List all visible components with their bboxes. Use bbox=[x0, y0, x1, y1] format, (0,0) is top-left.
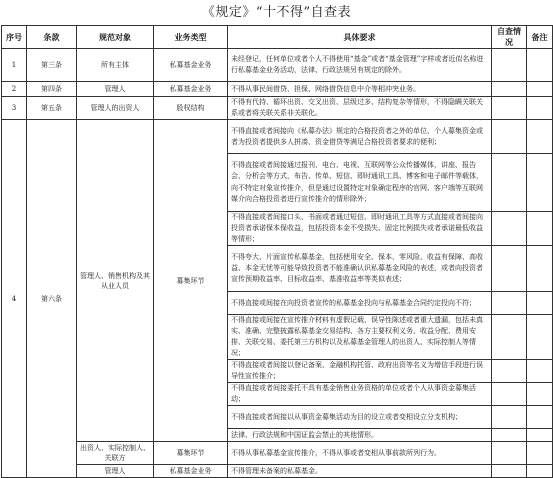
business-cell: 私募基金业务 bbox=[154, 49, 228, 82]
requirement-cell: 不得管理未备案的私募基金。 bbox=[228, 465, 492, 478]
self-check-cell[interactable] bbox=[492, 406, 527, 429]
requirement-cell: 不得直接或者间接以从事资金募集活动为目的设立或者变相设立分支机构； bbox=[228, 406, 492, 429]
table-row bbox=[2, 82, 553, 97]
business-cell: 股权结构 bbox=[154, 97, 228, 120]
header-requirement: 具体要求 bbox=[228, 26, 492, 49]
remark-cell[interactable] bbox=[527, 406, 553, 429]
article-cell: 第四条 bbox=[27, 82, 77, 97]
requirement-cell: 未经登记，任何单位或者个人不得使用“基金”或者“基金管理”字样或者近似名称进行私募基金业务活动，法律、行政法规另有规定的除外。 bbox=[228, 49, 492, 82]
requirement-cell: 不得有代持、循环出资、交叉出资、层级过多、结构复杂等情形，不得隐瞒关联关系或者将关联关系非关联化。 bbox=[228, 97, 492, 120]
table-row bbox=[2, 97, 553, 120]
header-row bbox=[2, 26, 553, 49]
remark-cell[interactable] bbox=[527, 82, 553, 97]
target-cell: 管理人 bbox=[77, 82, 154, 97]
seq-cell: 2 bbox=[2, 82, 27, 97]
requirement-cell: 不得直接或者间接委托不具有基金销售业务资格的单位或者个人从事资金募集活动； bbox=[228, 383, 492, 406]
remark-cell[interactable] bbox=[527, 97, 553, 120]
self-check-cell[interactable] bbox=[492, 315, 527, 360]
table-row bbox=[2, 442, 553, 465]
target-cell: 管理人 bbox=[77, 465, 154, 478]
article-cell: 第六条 bbox=[27, 120, 77, 478]
self-check-cell[interactable] bbox=[492, 429, 527, 442]
self-check-cell[interactable] bbox=[492, 292, 527, 315]
seq-cell: 1 bbox=[2, 49, 27, 82]
header-seq: 序号 bbox=[2, 26, 27, 49]
requirement-cell: 不得直接或间接在宣传推介材料有虚假记载、误导性陈述或者重大遗漏，包括未真实、准确、完整披露私募基金交易结构、各方主要权利义务、收益分配、费用安排、关联交易、委托第三方机构以及私募基金管理人的出资人、实际控制人等情况； bbox=[228, 315, 492, 360]
remark-cell[interactable] bbox=[527, 465, 553, 478]
seq-cell: 4 bbox=[2, 120, 27, 478]
requirement-cell: 不得直接或者间接向《私募办法》规定的合格投资者之外的单位、个人募集资金或者为投资者提供多人拼凑、资金借贷等满足合格投资者要求的便利； bbox=[228, 120, 492, 154]
business-cell: 募集环节 bbox=[154, 120, 228, 442]
self-check-cell[interactable] bbox=[492, 212, 527, 246]
self-check-cell[interactable] bbox=[492, 442, 527, 465]
business-cell: 募集环节 bbox=[154, 442, 228, 465]
self-check-cell[interactable] bbox=[492, 82, 527, 97]
self-check-cell[interactable] bbox=[492, 246, 527, 292]
remark-cell[interactable] bbox=[527, 442, 553, 465]
seq-cell: 3 bbox=[2, 97, 27, 120]
self-check-table bbox=[1, 25, 553, 478]
requirement-cell: 不得从事私募基金宣传推介，不得从事或者变相从事前款所列行为。 bbox=[228, 442, 492, 465]
remark-cell[interactable] bbox=[527, 212, 553, 246]
table-row bbox=[2, 49, 553, 82]
header-self-check: 自查情况 bbox=[492, 26, 527, 49]
remark-cell[interactable] bbox=[527, 292, 553, 315]
target-cell: 管理人、销售机构及其从业人员 bbox=[77, 120, 154, 442]
self-check-cell[interactable] bbox=[492, 154, 527, 212]
requirement-cell: 法律、行政法规和中国证监会禁止的其他情形。 bbox=[228, 429, 492, 442]
self-check-cell[interactable] bbox=[492, 360, 527, 383]
self-check-cell[interactable] bbox=[492, 465, 527, 478]
header-target: 规范对象 bbox=[77, 26, 154, 49]
article-cell: 第三条 bbox=[27, 49, 77, 82]
target-cell: 出资人、实际控制人、关联方 bbox=[77, 442, 154, 465]
business-cell: 私募基金业务 bbox=[154, 82, 228, 97]
self-check-cell[interactable] bbox=[492, 97, 527, 120]
requirement-cell: 不得夸大、片面宣传私募基金，包括使用安全、保本、零风险、收益有保障、高收益、本金无忧等可能导致投资者不能准确认识私募基金风险的表述，或者向投资者宣传预期收益率、目标收益率、基准收益率等类似表述； bbox=[228, 246, 492, 292]
remark-cell[interactable] bbox=[527, 154, 553, 212]
remark-cell[interactable] bbox=[527, 49, 553, 82]
header-business: 业务类型 bbox=[154, 26, 228, 49]
self-check-cell[interactable] bbox=[492, 383, 527, 406]
target-cell: 管理人的出资人 bbox=[77, 97, 154, 120]
header-article: 条款 bbox=[27, 26, 77, 49]
remark-cell[interactable] bbox=[527, 383, 553, 406]
page-title: 《规定》“十不得”自查表 bbox=[201, 5, 352, 20]
remark-cell[interactable] bbox=[527, 429, 553, 442]
target-cell: 所有主体 bbox=[77, 49, 154, 82]
self-check-cell[interactable] bbox=[492, 120, 527, 154]
table-row bbox=[2, 465, 553, 478]
requirement-cell: 不得直接或间接在向投资者宣传的私募基金投向与私募基金合同约定投向不符； bbox=[228, 292, 492, 315]
business-cell: 私募基金业务 bbox=[154, 465, 228, 478]
self-check-cell[interactable] bbox=[492, 49, 527, 82]
remark-cell[interactable] bbox=[527, 246, 553, 292]
remark-cell[interactable] bbox=[527, 315, 553, 360]
requirement-cell: 不得直接或者间接口头、书面或者通过短信、即时通讯工具等方式直接或者间接向投资者承诺保本保收益，包括投资本金不受损失、固定比例损失或者承诺最低收益等情形； bbox=[228, 212, 492, 246]
requirement-cell: 不得直接或者间接以登记备案、金融机构托管、政府出资等名义为增信手段进行误导性宣传推介； bbox=[228, 360, 492, 383]
remark-cell[interactable] bbox=[527, 120, 553, 154]
article-cell: 第五条 bbox=[27, 97, 77, 120]
requirement-cell: 不得直接或者间接通过报刊、电台、电视、互联网等公众传播媒体，讲座、报告会、分析会等方式，布告、传单、短信、即时通讯工具、博客和电子邮件等载体，向不特定对象宣传推介，但是通过设置特定对象确定程序的官网、客户端等互联网媒介向合格投资者进行宣传推介的情形除外； bbox=[228, 154, 492, 212]
remark-cell[interactable] bbox=[527, 360, 553, 383]
requirement-cell: 不得从事民间借贷、担保、网络借贷信息中介等相冲突业务。 bbox=[228, 82, 492, 97]
table-row bbox=[2, 120, 553, 154]
header-remark: 备注 bbox=[527, 26, 553, 49]
